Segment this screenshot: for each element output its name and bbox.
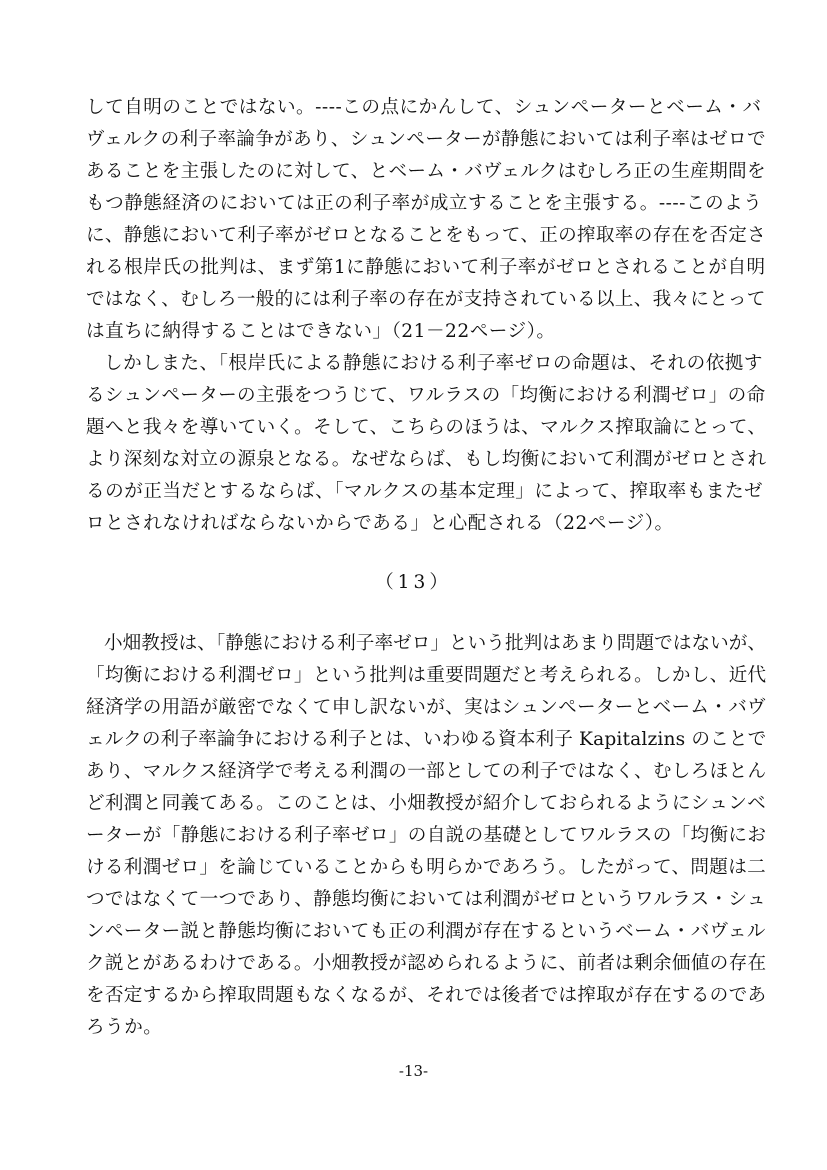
- text-line: ロとされなければならないからである」と心配される（22ページ）。: [86, 513, 674, 534]
- page-number: -13-: [398, 1062, 429, 1080]
- text-line: を否定するから搾取問題もなくなるが、それでは後者では搾取が存在するのであ: [86, 985, 767, 1006]
- text-line: 題へと我々を導いていく。そして、こちらのほうは、マルクス搾取論にとって、: [86, 417, 767, 438]
- text-line: つではなくて一つであり、静態均衡においては利潤がゼロというワルラス・シュ: [86, 889, 766, 910]
- text-line: は直ちに納得することはできない」（21－22ページ）。: [86, 321, 556, 342]
- text-line: あることを主張したのに対して、とベーム・バヴェルクはむしろ正の生産期間を: [86, 161, 766, 182]
- text-line: もつ静態経済のにおいては正の利子率が成立することを主張する。----このよう: [86, 193, 763, 214]
- text-line: るシュンペーターの主張をつうじて、ワルラスの「均衡における利潤ゼロ」の命: [86, 385, 766, 406]
- text-line: ではなく、むしろ一般的には利子率の存在が支持されている以上、我々にとって: [86, 289, 766, 310]
- text-line: ーターが「静態における利子率ゼロ」の自説の基礎としてワルラスの「均衡にお: [86, 825, 767, 846]
- text-line: れる根岸氏の批判は、まず第1に静態において利子率がゼロとされることが自明: [86, 257, 766, 278]
- section-heading: （13）: [375, 572, 452, 593]
- text-line: ンペーター説と静態均衡においても正の利潤が存在するというベーム・バヴェル: [86, 921, 766, 942]
- text-line: 「均衡における利潤ゼロ」という批判は重要問題だと考えられる。しかし、近代: [86, 665, 767, 686]
- text-line: して自明のことではない。----この点にかんして、シュンペーターとベーム・バ: [86, 97, 762, 118]
- text-line: ェルクの利子率論争における利子とは、いわゆる資本利子 Kapitalzins のことで: [86, 729, 767, 750]
- text-line: ど利潤と同義てある。このことは、小畑教授が紹介しておられるようにシュンベ: [86, 793, 767, 814]
- text-line: あり、マルクス経済学で考える利潤の一部としての利子ではなく、むしろほとん: [86, 761, 767, 782]
- text-line: ける利潤ゼロ」を論じていることからも明らかであろう。したがって、問題は二: [86, 857, 767, 878]
- text-line: ろうか。: [86, 1017, 163, 1038]
- text-line: 小畑教授は、「静態における利子率ゼロ」という批判はあまり問題ではないが、: [104, 633, 767, 654]
- text-line: より深刻な対立の源泉となる。なぜならば、もし均衡において利潤がゼロとされ: [86, 449, 767, 470]
- text-line: ヴェルクの利子率論争があり、シュンペーターが静態においては利子率はゼロで: [86, 129, 766, 150]
- text-line: 経済学の用語が厳密でなくて申し訳ないが、実はシュンペーターとベーム・バヴ: [86, 697, 767, 718]
- text-line: に、静態において利子率がゼロとなることをもって、正の搾取率の存在を否定さ: [86, 225, 767, 246]
- text-line: ク説とがあるわけである。小畑教授が認められるように、前者は剰余価値の存在: [86, 953, 767, 974]
- text-line: しかしまた、「根岸氏による静態における利子率ゼロの命題は、それの依拠す: [104, 353, 763, 374]
- text-line: るのが正当だとするならば、「マルクスの基本定理」によって、搾取率もまたゼ: [86, 481, 764, 502]
